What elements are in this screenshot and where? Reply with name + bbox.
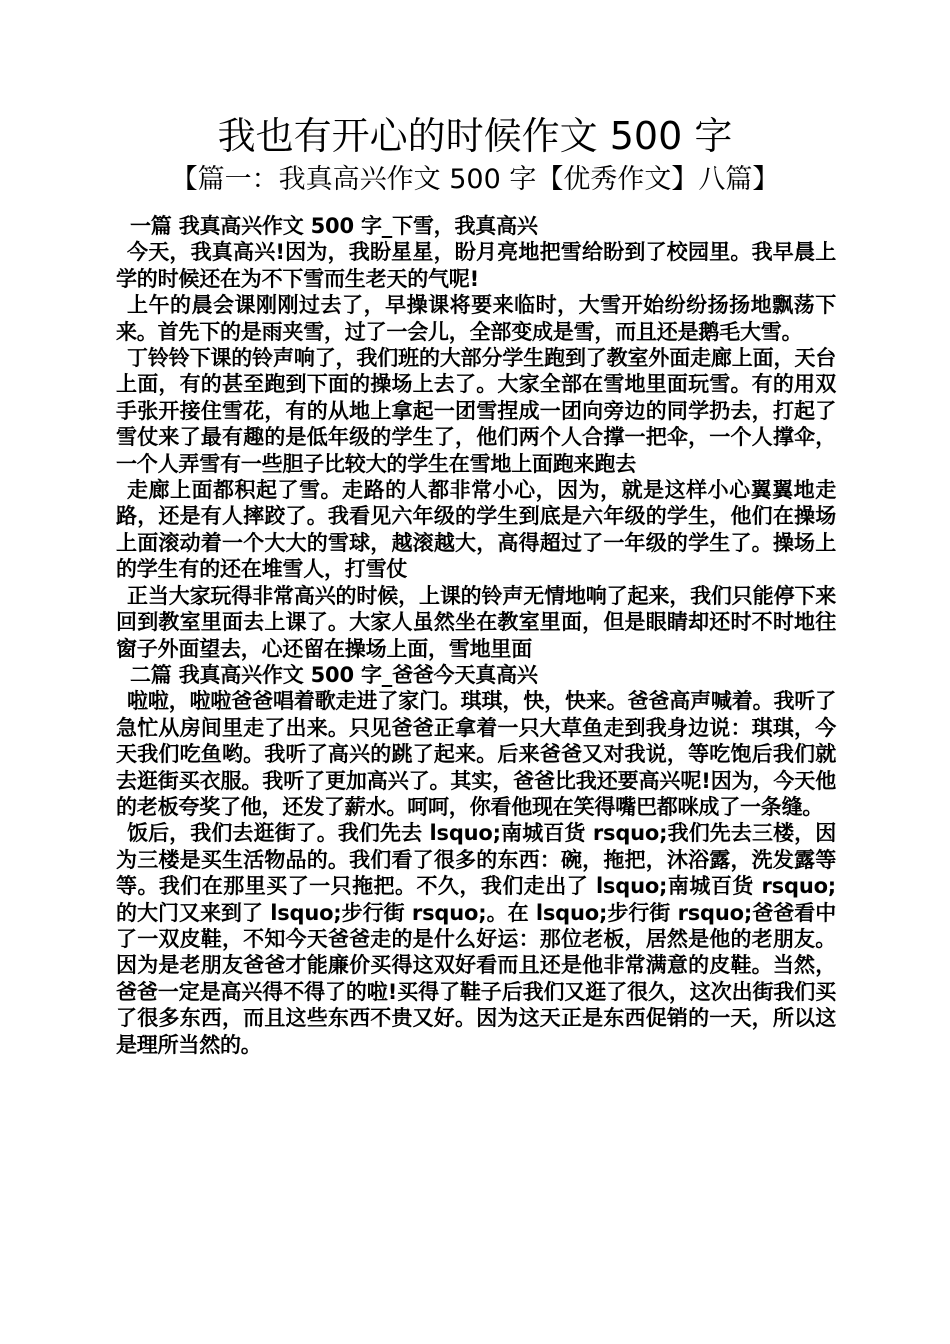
paragraph: 今天，我真高兴!因为，我盼星星，盼月亮地把雪给盼到了校园里。我早晨上学的时候还在为不下雪而生老天的气呢! <box>116 240 836 291</box>
paragraph: 丁铃铃下课的铃声响了，我们班的大部分学生跑到了教室外面走廊上面，天台上面，有的甚至跑到下面的操场上去了。大家全部在雪地里面玩雪。有的用双手张开接住雪花，有的从地上拿起一团雪捏成一团向旁边的同学扔去，打起了雪仗来了最有趣的是低年级的学生了，他们两个人合撑一把伞，一个人撑伞，一个人弄雪有一些胆子比较大的学生在雪地上面跑来跑去 <box>116 346 836 476</box>
paragraph: 饭后，我们去逛街了。我们先去 lsquo;南城百货 rsquo;我们先去三楼，因为三楼是买生活物品的。我们看了很多的东西：碗，拖把，沐浴露，洗发露等等。我们在那里买了一只拖把。不久，我们走出了 lsquo;南城百货 rsquo;的大门又来到了 lsquo;步行街 rsquo;。在 lsquo;步行街 rsquo;爸爸看中了一双皮鞋，不知今天爸爸走的是什么好运：那位老板，居然是他的老朋友。因为是老朋友爸爸才能廉价买得这双好看而且还是他非常满意的皮鞋。当然，爸爸一定是高兴得不得了的啦!买得了鞋子后我们又逛了很久，这次出街我们买了很多东西，而且这些东西不贵又好。因为这天正是东西促销的一天，所以这是理所当然的。 <box>116 821 836 1057</box>
section-heading-2: 二篇 我真高兴作文 500 字_爸爸今天真高兴 <box>130 662 538 687</box>
paragraph: 走廊上面都积起了雪。走路的人都非常小心，因为，就是这样小心翼翼地走路，还是有人摔跤了。我看见六年级的学生到底是六年级的学生，他们在操场上面滚动着一个大大的雪球，越滚越大，高得超过了一年级的学生了。操场上的学生有的还在堆雪人，打雪仗 <box>116 478 836 582</box>
paragraph: 啦啦，啦啦爸爸唱着歌走进了家门。琪琪，快，快来。爸爸高声喊着。我听了急忙从房间里走了出来。只见爸爸正拿着一只大草鱼走到我身边说：琪琪，今天我们吃鱼哟。我听了高兴的跳了起来。后来爸爸又对我说，等吃饱后我们就去逛街买衣服。我听了更加高兴了。其实，爸爸比我还要高兴呢!因为，今天他的老板夸奖了他，还发了薪水。呵呵，你看他现在笑得嘴巴都咪成了一条缝。 <box>116 689 836 819</box>
section-heading-1: 一篇 我真高兴作文 500 字_下雪，我真高兴 <box>130 214 538 238</box>
document-subtitle: 【篇一：我真高兴作文 500 字【优秀作文】八篇】 <box>170 164 780 195</box>
paragraph: 上午的晨会课刚刚过去了，早操课将要来临时，大雪开始纷纷扬扬地飘荡下来。首先下的是雨夹雪，过了一会儿，全部变成是雪，而且还是鹅毛大雪。 <box>116 293 836 344</box>
paragraph: 正当大家玩得非常高兴的时候，上课的铃声无情地响了起来，我们只能停下来回到教室里面去上课了。大家人虽然坐在教室里面，但是眼睛却还时不时地往窗子外面望去，心还留在操场上面，雪地里面 <box>116 583 836 661</box>
document-title: 我也有开心的时候作文 500 字 <box>217 114 733 158</box>
document-body <box>116 213 836 1058</box>
